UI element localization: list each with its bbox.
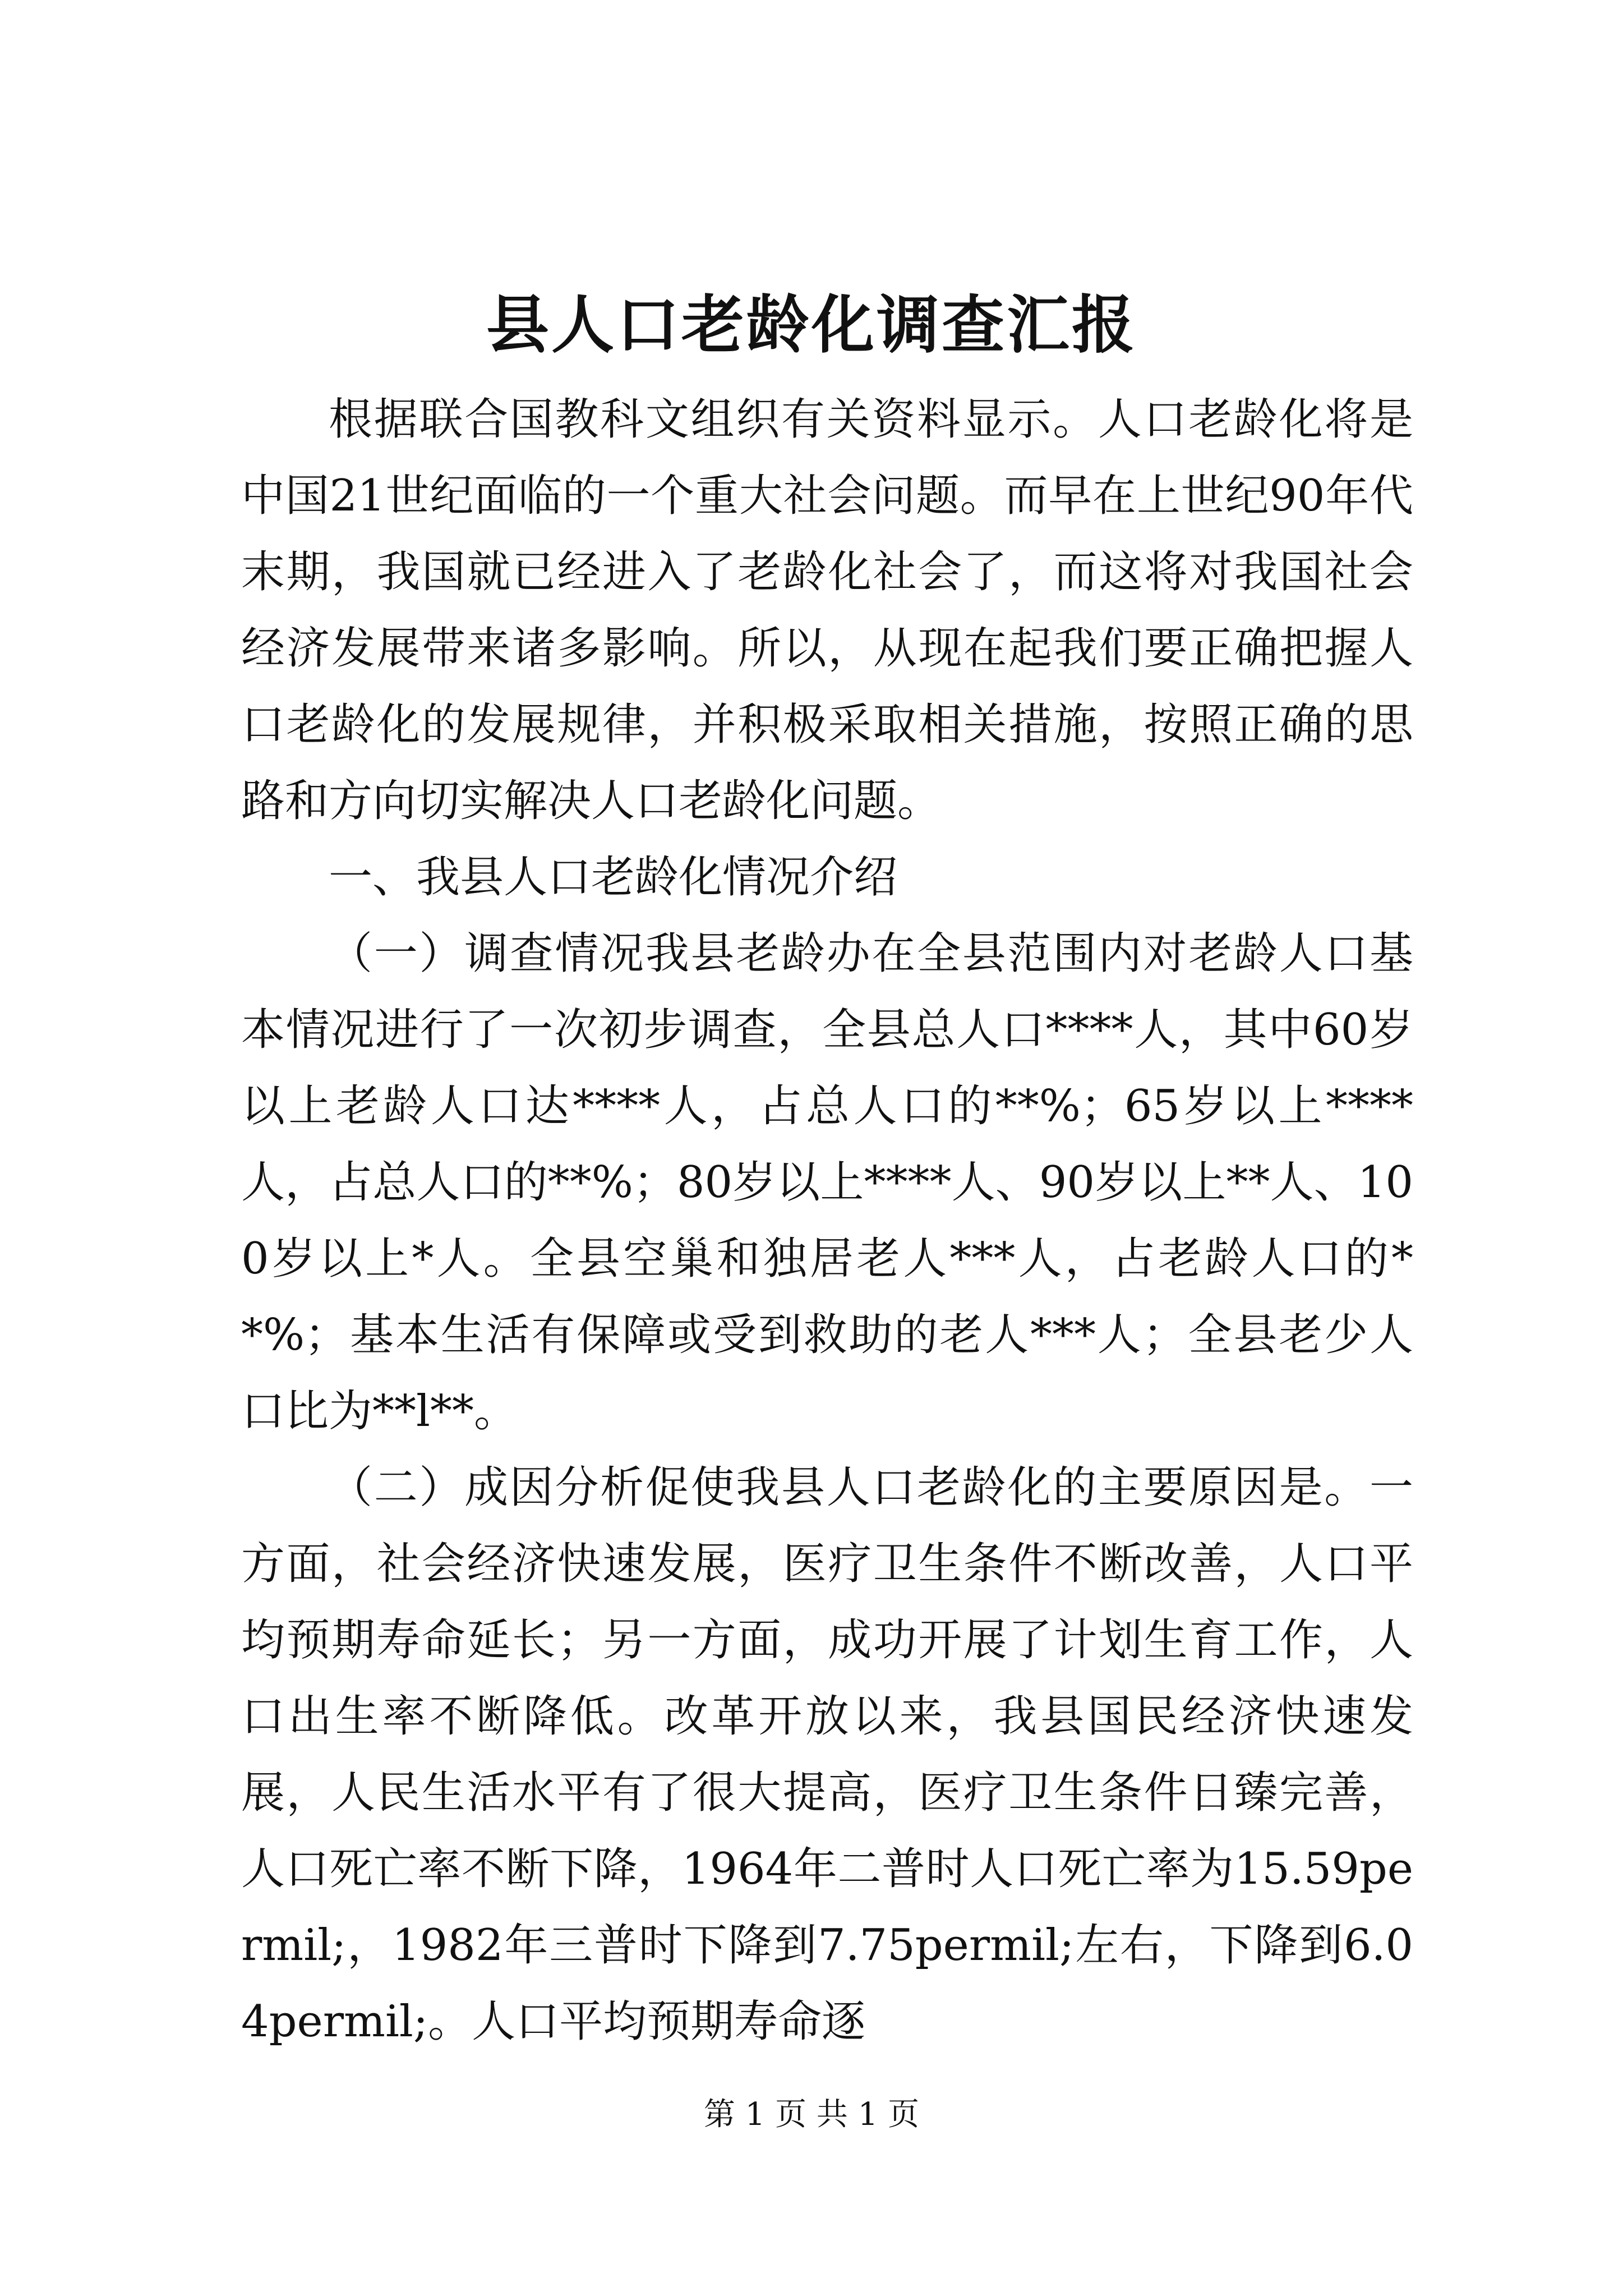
document-body — [241, 381, 1413, 2060]
paragraph-causes: （二）成因分析促使我县人口老龄化的主要原因是。一方面，社会经济快速发展，医疗卫生条件不断改善，人口平均预期寿命延长；另一方面，成功开展了计划生育工作，人口出生率不断降低。改革开放以来，我县国民经济快速发展，人民生活水平有了很大提高，医疗卫生条件日臻完善，人口死亡率不断下降，1964年二普时人口死亡率为15.59permil;，1982年三普时下降到7.75permil;左右，下降到6.04permil;。人口平均预期寿命逐 — [241, 1462, 1413, 2047]
page-footer: 第 1 页 共 1 页 — [703, 2096, 920, 2133]
paragraph-survey: （一）调查情况我县老龄办在全县范围内对老龄人口基本情况进行了一次初步调查，全县总人口****人，其中60岁以上老龄人口达****人，占总人口的**%；65岁以上****人，占总人口的**%；80岁以上****人、90岁以上**人、100岁以上*人。全县空巢和独居老人***人，占老龄人口的**%；基本生活有保障或受到救助的老人***人；全县老少人口比为**l**。 — [241, 928, 1413, 1437]
paragraph-intro: 根据联合国教科文组织有关资料显示。人口老龄化将是中国21世纪面临的一个重大社会问题。而早在上世纪90年代末期，我国就已经进入了老龄化社会了，而这将对我国社会经济发展带来诸多影响。所以，从现在起我们要正确把握人口老龄化的发展规律，并积极采取相关措施，按照正确的思路和方向切实解决人口老龄化问题。 — [241, 394, 1413, 826]
section-heading: 一、我县人口老龄化情况介绍 — [329, 852, 898, 903]
document-title: 县人口老龄化调查汇报 — [486, 288, 1137, 362]
